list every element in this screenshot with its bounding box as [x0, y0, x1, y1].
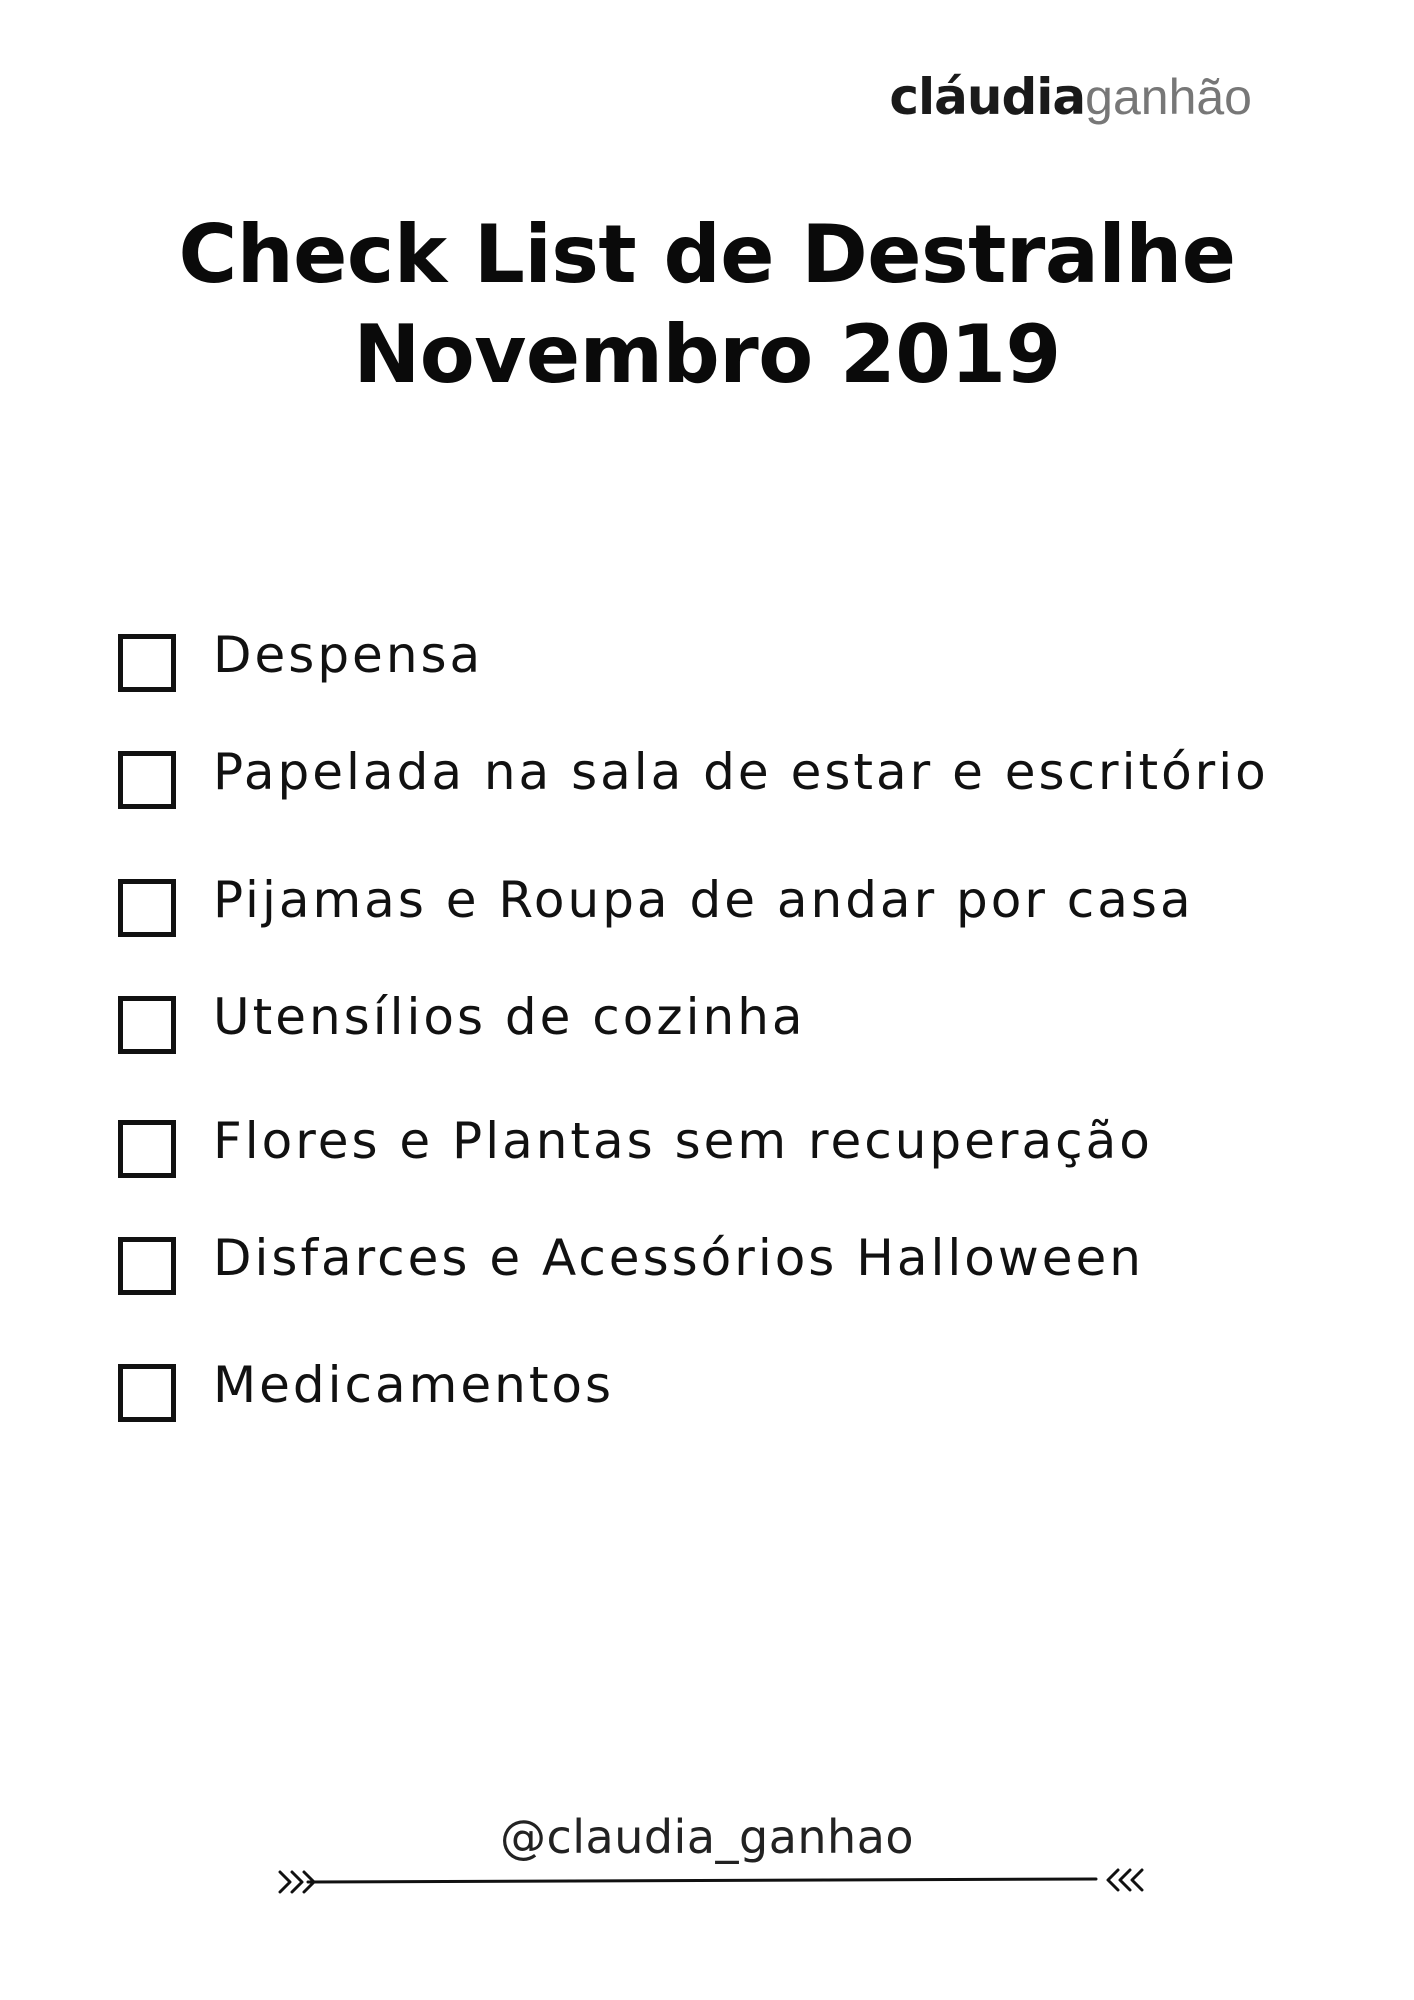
checklist-item[interactable] — [118, 628, 483, 698]
checklist-item-label: Papelada na sala de estar e escritório — [213, 743, 1269, 801]
checklist-item[interactable] — [118, 1114, 1153, 1184]
checklist — [118, 0, 1318, 2000]
checklist-item-label: Despensa — [213, 626, 484, 684]
checkbox[interactable] — [118, 996, 176, 1054]
checkbox[interactable] — [118, 1364, 176, 1422]
checkbox[interactable] — [118, 1237, 176, 1295]
checklist-item-label: Disfarces e Acessórios Halloween — [213, 1229, 1144, 1287]
checklist-item-label: Utensílios de cozinha — [213, 988, 806, 1046]
checklist-item-label: Flores e Plantas sem recuperação — [213, 1112, 1153, 1170]
checkbox[interactable] — [118, 751, 176, 809]
checklist-item[interactable] — [118, 873, 1194, 943]
page-title-line-2: Novembro 2019 — [353, 308, 1061, 401]
checkbox[interactable] — [118, 879, 176, 937]
checklist-item[interactable] — [118, 1358, 614, 1428]
checklist-item[interactable] — [118, 1231, 1144, 1301]
logo-light-text: ganhão — [1085, 69, 1252, 125]
logo-bold-text: cláudia — [889, 68, 1086, 126]
page-title-line-1: Check List de Destralhe — [178, 208, 1236, 301]
checklist-item-label: Medicamentos — [213, 1356, 615, 1414]
checkbox[interactable] — [118, 1120, 176, 1178]
arrow-divider-icon — [278, 1862, 1144, 1902]
social-handle: @claudia_ganhao — [499, 1810, 915, 1864]
checkbox[interactable] — [118, 634, 176, 692]
checklist-item-label: Pijamas e Roupa de andar por casa — [213, 871, 1194, 929]
checklist-item[interactable] — [118, 745, 1269, 815]
checklist-item[interactable] — [118, 990, 806, 1060]
